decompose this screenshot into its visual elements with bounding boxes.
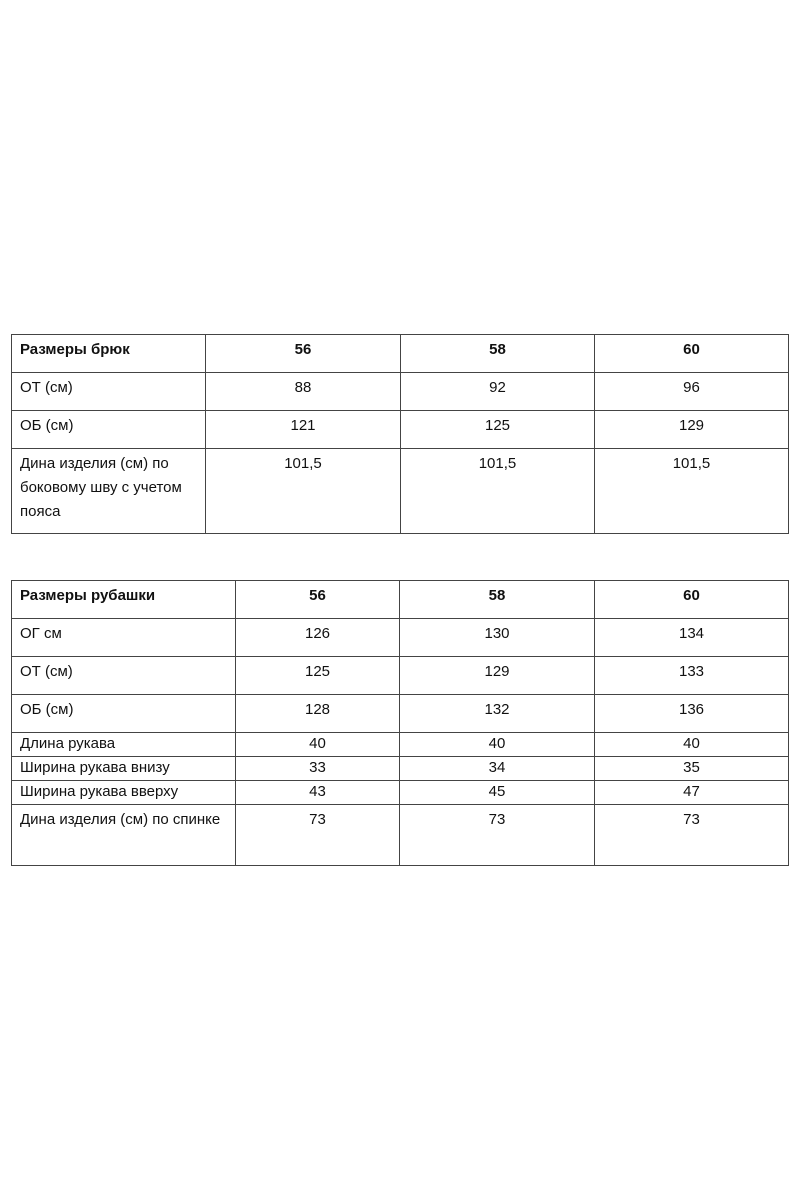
table-cell: 129 — [400, 657, 595, 695]
table-row — [12, 781, 789, 805]
table-cell: 136 — [595, 695, 789, 733]
table-row — [12, 695, 789, 733]
table-header-cell: 60 — [595, 581, 789, 619]
table-cell: 132 — [400, 695, 595, 733]
table-cell: 34 — [400, 757, 595, 781]
table-cell-label: Длина рукава — [12, 733, 236, 757]
table-cell: 101,5 — [206, 449, 401, 534]
table-cell: 88 — [206, 373, 401, 411]
table-cell: 40 — [236, 733, 400, 757]
table-cell: 40 — [400, 733, 595, 757]
table-cell: 73 — [595, 805, 789, 866]
table-row — [12, 411, 789, 449]
table-cell: 125 — [401, 411, 595, 449]
table-cell: 73 — [400, 805, 595, 866]
table-row — [12, 805, 789, 866]
table-cell: 134 — [595, 619, 789, 657]
table-row — [12, 757, 789, 781]
table-header-cell: 60 — [595, 335, 789, 373]
table-header-row — [12, 581, 789, 619]
table-cell-label: ОТ (см) — [12, 657, 236, 695]
table-header-cell: 56 — [206, 335, 401, 373]
table-cell: 43 — [236, 781, 400, 805]
table-cell-label: Ширина рукава внизу — [12, 757, 236, 781]
table-cell: 73 — [236, 805, 400, 866]
table-cell: 121 — [206, 411, 401, 449]
table-row — [12, 373, 789, 411]
table-cell: 92 — [401, 373, 595, 411]
table-cell-label: ОБ (см) — [12, 411, 206, 449]
table-header-cell: Размеры рубашки — [12, 581, 236, 619]
table-header-cell: 58 — [400, 581, 595, 619]
table-cell: 128 — [236, 695, 400, 733]
table-cell: 33 — [236, 757, 400, 781]
pants-size-table — [11, 334, 789, 534]
table-cell: 129 — [595, 411, 789, 449]
table-cell: 133 — [595, 657, 789, 695]
table-header-cell: Размеры брюк — [12, 335, 206, 373]
table-header-cell: 56 — [236, 581, 400, 619]
table-cell: 125 — [236, 657, 400, 695]
table-cell-label: ОБ (см) — [12, 695, 236, 733]
table-cell-label: Ширина рукава вверху — [12, 781, 236, 805]
table-cell: 96 — [595, 373, 789, 411]
table-cell-label: Дина изделия (см) по спинке — [12, 805, 236, 866]
table-header-row — [12, 335, 789, 373]
table-cell-label: ОГ см — [12, 619, 236, 657]
table-cell: 101,5 — [595, 449, 789, 534]
table-cell: 35 — [595, 757, 789, 781]
table-cell-label: ОТ (см) — [12, 373, 206, 411]
table-cell: 45 — [400, 781, 595, 805]
table-cell: 126 — [236, 619, 400, 657]
table-row — [12, 449, 789, 534]
table-cell: 47 — [595, 781, 789, 805]
table-row — [12, 619, 789, 657]
table-row — [12, 657, 789, 695]
table-cell: 40 — [595, 733, 789, 757]
table-row — [12, 733, 789, 757]
table-cell-label: Дина изделия (см) по боковому шву с учетом пояса — [12, 449, 206, 534]
table-header-cell: 58 — [401, 335, 595, 373]
table-cell: 101,5 — [401, 449, 595, 534]
shirt-size-table — [11, 580, 789, 866]
table-cell: 130 — [400, 619, 595, 657]
